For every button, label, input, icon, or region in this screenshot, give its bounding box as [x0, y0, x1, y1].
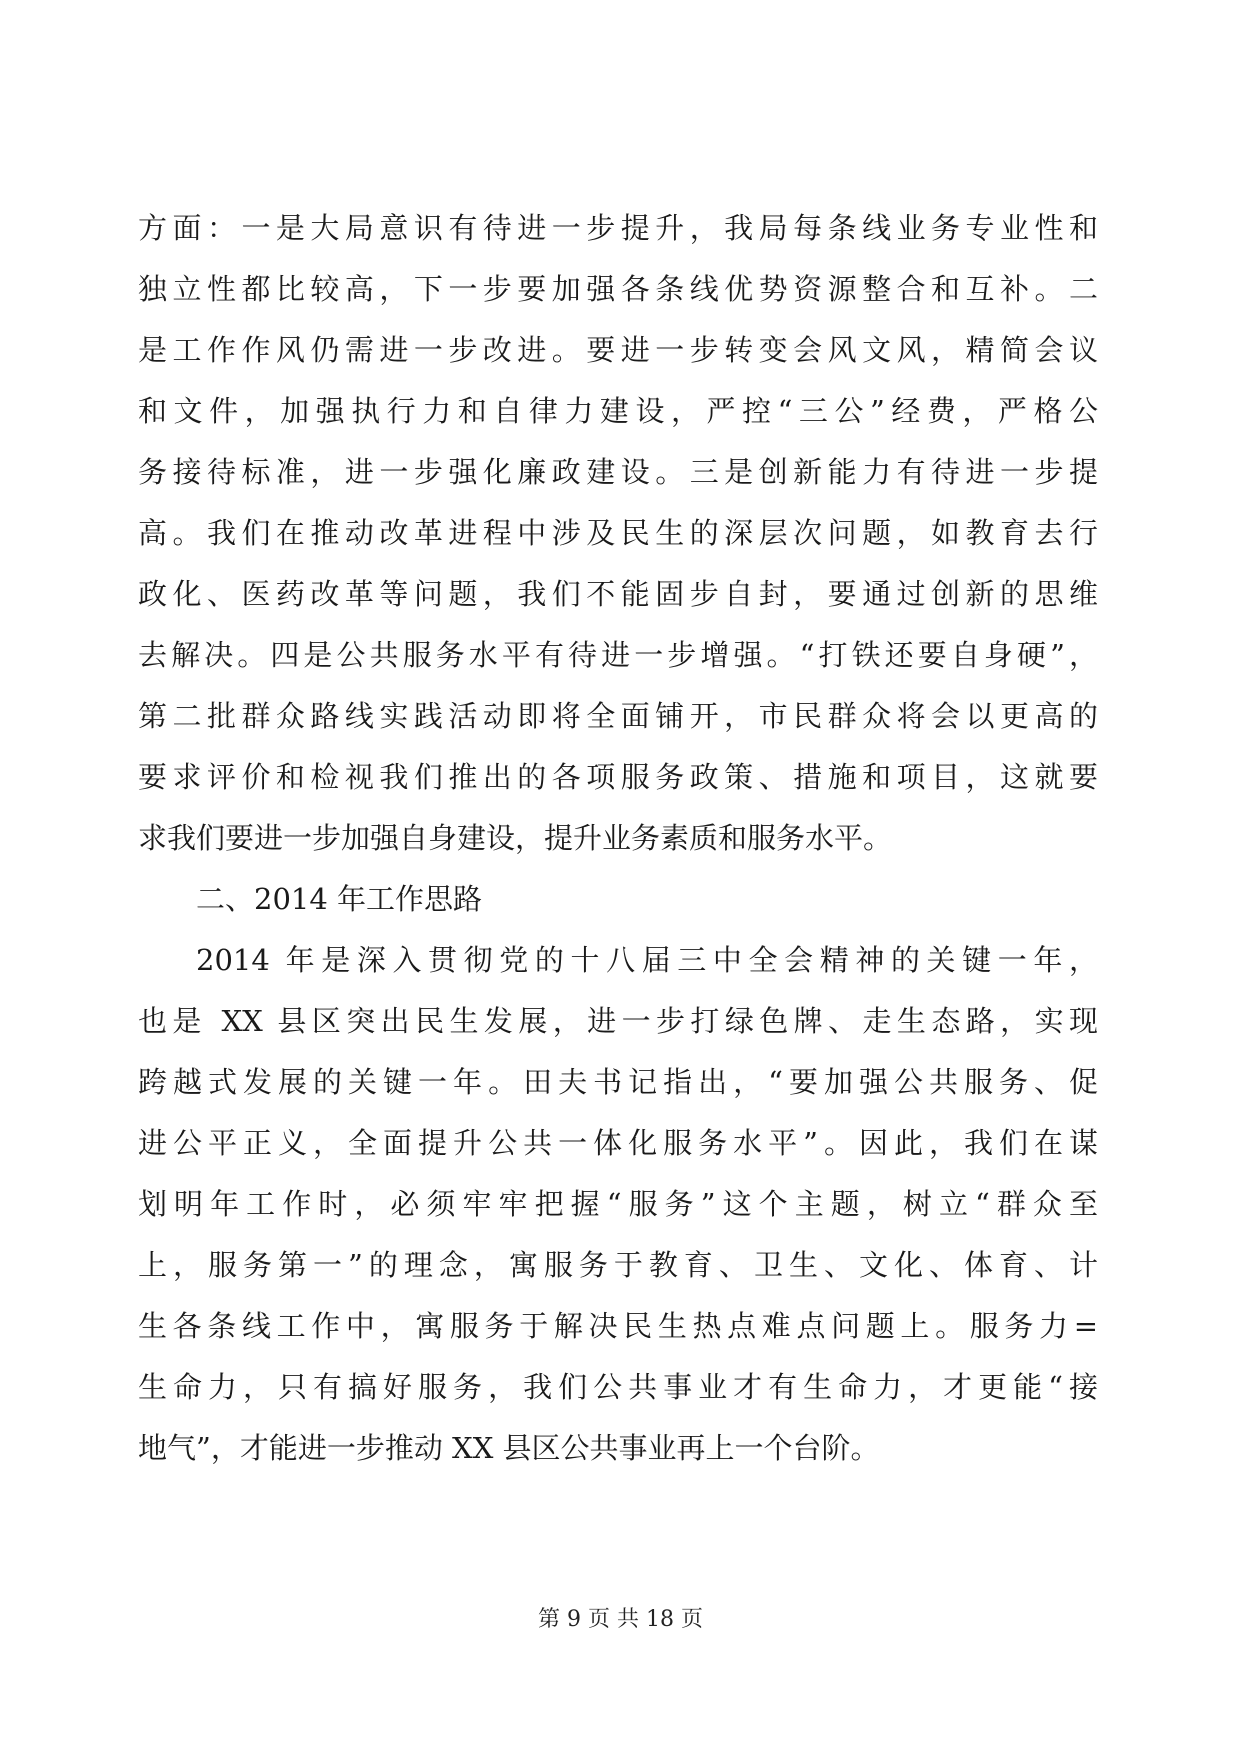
- body-text-line: 地气”，才能进一步推动 XX 县区公共事业再上一个台阶。: [138, 1431, 880, 1465]
- body-text-line: 独立性都比较高，下一步要加强各条线优势资源整合和互补。二: [138, 272, 1098, 306]
- body-text-line: 第二批群众路线实践活动即将全面铺开，市民群众将会以更高的: [138, 699, 1098, 733]
- body-text-line: 进公平正义，全面提升公共一体化服务水平”。因此，我们在谋: [138, 1126, 1098, 1160]
- body-text-line: 和文件，加强执行力和自律力建设，严控“三公”经费，严格公: [138, 394, 1098, 428]
- body-text-line: 跨越式发展的关键一年。田夫书记指出，“要加强公共服务、促: [138, 1065, 1098, 1099]
- body-text-line: 划明年工作时，必须牢牢把握“服务”这个主题，树立“群众至: [138, 1187, 1098, 1221]
- body-text-line: 去解决。四是公共服务水平有待进一步增强。“打铁还要自身硬”，: [138, 638, 1098, 672]
- body-text-line: 务接待标准，进一步强化廉政建设。三是创新能力有待进一步提: [138, 455, 1098, 489]
- body-text-line: 生各条线工作中，寓服务于解决民生热点难点问题上。服务力=: [138, 1309, 1098, 1343]
- body-text-line: 是工作作风仍需进一步改进。要进一步转变会风文风，精简会议: [138, 333, 1098, 367]
- body-text-line: 2014 年是深入贯彻党的十八届三中全会精神的关键一年，: [196, 943, 1098, 977]
- body-text-line: 也是 XX 县区突出民生发展，进一步打绿色牌、走生态路，实现: [138, 1004, 1098, 1038]
- body-text-line: 求我们要进一步加强自身建设，提升业务素质和服务水平。: [138, 821, 893, 855]
- body-text-line: 生命力，只有搞好服务，我们公共事业才有生命力，才更能“接: [138, 1370, 1098, 1404]
- body-text-line: 政化、医药改革等问题，我们不能固步自封，要通过创新的思维: [138, 577, 1098, 611]
- body-text-line: 高。我们在推动改革进程中涉及民生的深层次问题，如教育去行: [138, 516, 1098, 550]
- body-text-line: 要求评价和检视我们推出的各项服务政策、措施和项目，这就要: [138, 760, 1098, 794]
- page-number-footer: 第 9 页 共 18 页: [538, 1607, 703, 1632]
- body-text-line: 上，服务第一”的理念，寓服务于教育、卫生、文化、体育、计: [138, 1248, 1098, 1282]
- section-heading: 二、2014 年工作思路: [196, 882, 483, 916]
- body-text-line: 方面：一是大局意识有待进一步提升，我局每条线业务专业性和: [138, 211, 1098, 245]
